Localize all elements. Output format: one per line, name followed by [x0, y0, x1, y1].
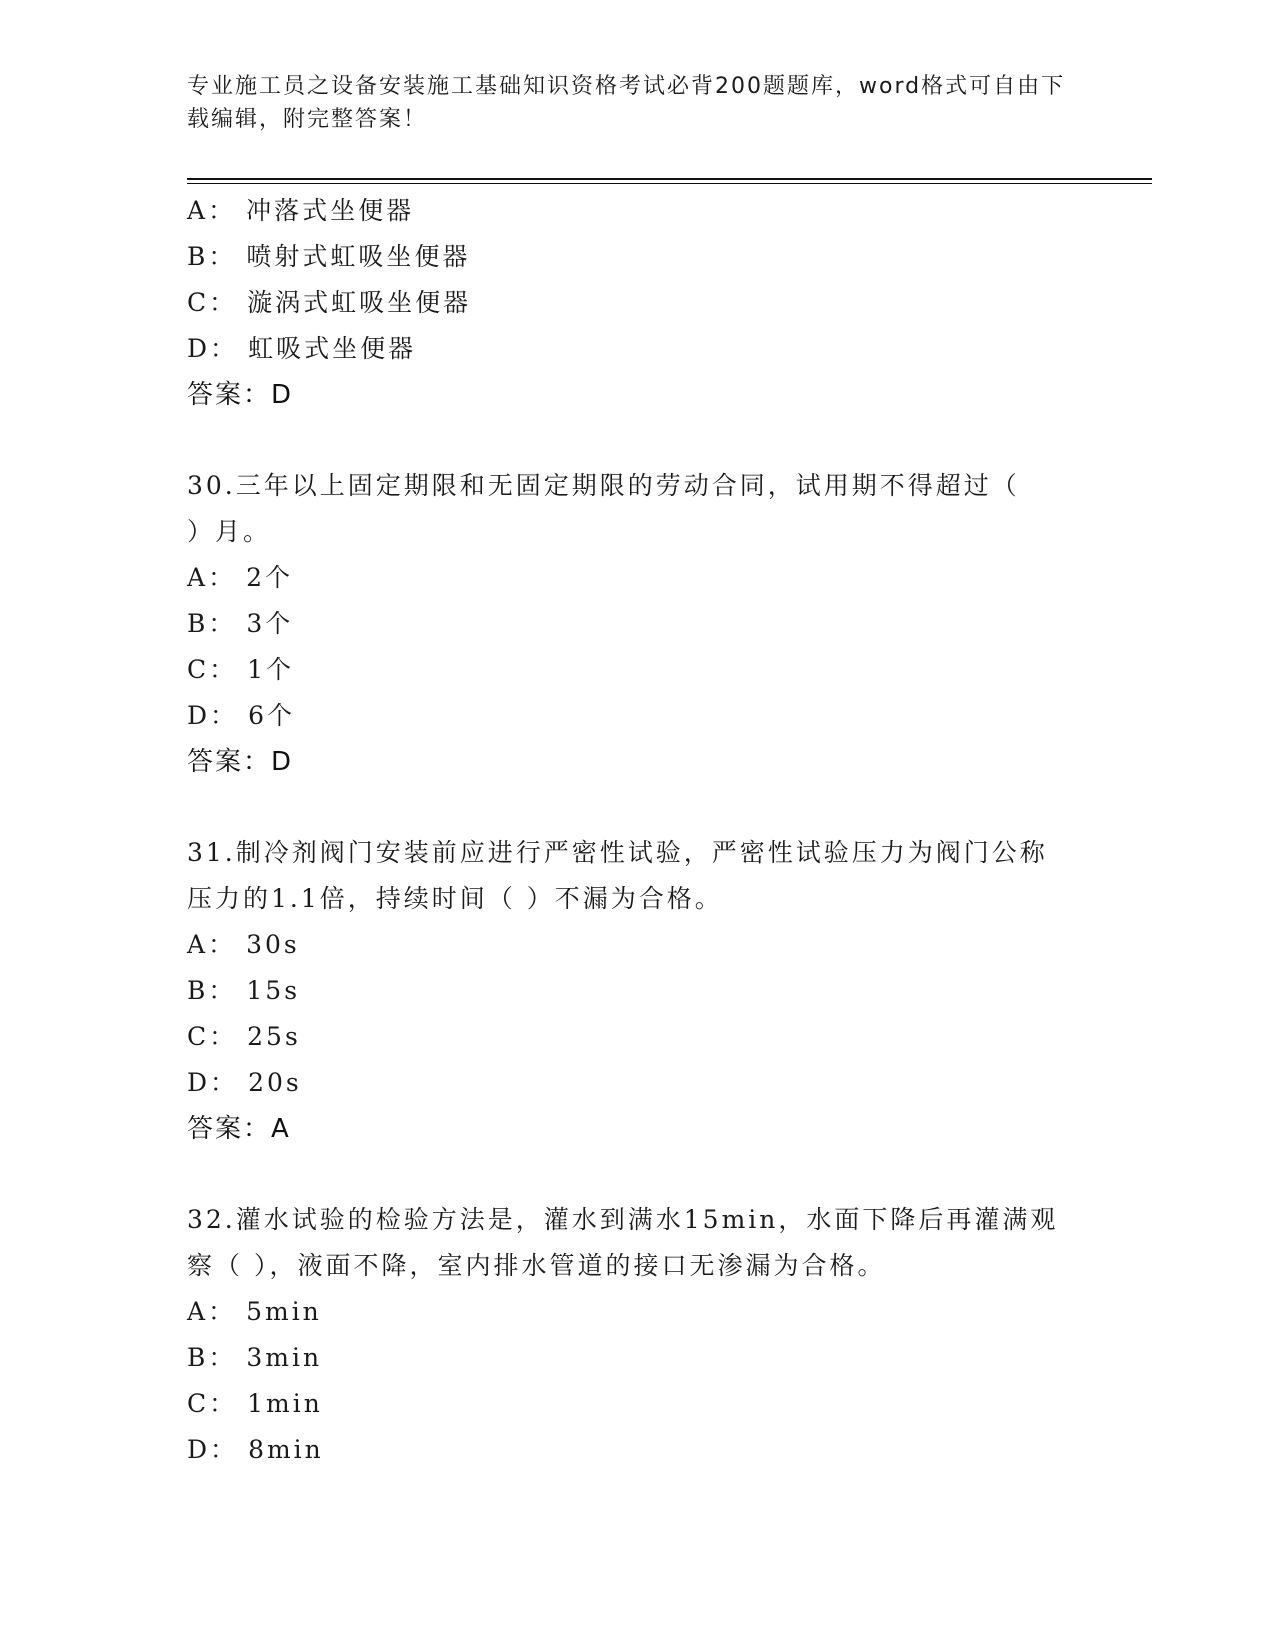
option-separator: ： — [210, 701, 239, 730]
option-key: B — [187, 976, 209, 1005]
question-list — [187, 188, 1087, 1473]
option-text: 20s — [248, 1068, 302, 1097]
option-text: 5min — [246, 1297, 322, 1326]
question-text-line: 30.三年以上固定期限和无固定期限的劳动合同，试用期不得超过（ — [187, 471, 1020, 500]
answer-option — [187, 1289, 1087, 1335]
answer-line: 答案：D — [187, 747, 294, 777]
option-text: 25s — [247, 1022, 301, 1051]
option-separator: ： — [210, 1435, 239, 1464]
option-text: 2个 — [246, 563, 293, 592]
option-key: C — [187, 288, 210, 317]
option-text: 15s — [246, 976, 301, 1005]
header-rule-thin — [187, 183, 1152, 184]
answer-option — [187, 968, 1087, 1014]
answer-option — [187, 1381, 1087, 1427]
option-text: 冲落式坐便器 — [246, 196, 415, 225]
answer-option — [187, 326, 1087, 372]
option-separator: ： — [209, 1022, 238, 1051]
option-key: C — [187, 1389, 210, 1418]
answer-option — [187, 1335, 1087, 1381]
option-separator: ： — [210, 1068, 239, 1097]
answer-option — [187, 922, 1087, 968]
option-text: 喷射式虹吸坐便器 — [246, 242, 471, 271]
answer-line: 答案：A — [187, 1114, 291, 1144]
option-key: C — [187, 1022, 210, 1051]
question-text-line: 31.制冷剂阀门安装前应进行严密性试验，严密性试验压力为阀门公称 — [187, 838, 1048, 867]
answer-option — [187, 1060, 1087, 1106]
option-key: A — [187, 1297, 209, 1326]
option-key: D — [187, 1068, 211, 1097]
question-block — [187, 463, 1087, 785]
question-block — [187, 1197, 1087, 1473]
option-separator: ： — [208, 196, 237, 225]
option-key: D — [187, 334, 211, 363]
header-rule-thick — [187, 178, 1152, 180]
option-text: 虹吸式坐便器 — [248, 334, 417, 363]
answer-option — [187, 234, 1087, 280]
answer-line: 答案：D — [187, 380, 294, 410]
option-key: B — [187, 1343, 209, 1372]
question-text-line: 32.灌水试验的检验方法是，灌水到满水15min，水面下降后再灌满观 — [187, 1205, 1059, 1234]
answer-option — [187, 1014, 1087, 1060]
option-key: D — [187, 1435, 211, 1464]
answer-option — [187, 1427, 1087, 1473]
option-separator: ： — [209, 288, 238, 317]
answer-option — [187, 555, 1087, 601]
question-text-line: 察（ ），液面不降，室内排水管道的接口无渗漏为合格。 — [187, 1251, 886, 1280]
option-separator: ： — [210, 334, 239, 363]
question-block — [187, 188, 1087, 418]
question-block — [187, 830, 1087, 1152]
option-text: 漩涡式虹吸坐便器 — [247, 288, 472, 317]
option-separator: ： — [208, 563, 237, 592]
option-separator: ： — [209, 1389, 238, 1418]
option-separator: ： — [208, 609, 237, 638]
option-key: B — [187, 242, 209, 271]
document-header: 专业施工员之设备安装施工基础知识资格考试必背200题题库，word格式可自由下载编辑，附完整答案！ — [187, 74, 1066, 132]
option-separator: ： — [209, 655, 238, 684]
option-separator: ： — [208, 242, 237, 271]
option-key: B — [187, 609, 209, 638]
option-text: 1个 — [247, 655, 295, 684]
option-separator: ： — [208, 930, 237, 959]
option-key: A — [187, 930, 209, 959]
option-separator: ： — [208, 1297, 237, 1326]
option-key: A — [187, 563, 209, 592]
question-text-line: 压力的1.1倍，持续时间（ ）不漏为合格。 — [187, 884, 723, 913]
option-key: D — [187, 701, 211, 730]
answer-option — [187, 280, 1087, 326]
question-text-line: ）月。 — [187, 517, 272, 546]
option-text: 3min — [246, 1343, 323, 1372]
answer-option — [187, 601, 1087, 647]
option-key: A — [187, 196, 209, 225]
option-separator: ： — [208, 976, 237, 1005]
option-text: 3个 — [246, 609, 294, 638]
option-text: 1min — [247, 1389, 323, 1418]
option-text: 6个 — [248, 701, 295, 730]
option-text: 30s — [246, 930, 300, 959]
answer-option — [187, 188, 1087, 234]
option-key: C — [187, 655, 210, 684]
option-separator: ： — [208, 1343, 237, 1372]
answer-option — [187, 647, 1087, 693]
answer-option — [187, 693, 1087, 739]
option-text: 8min — [248, 1435, 324, 1464]
